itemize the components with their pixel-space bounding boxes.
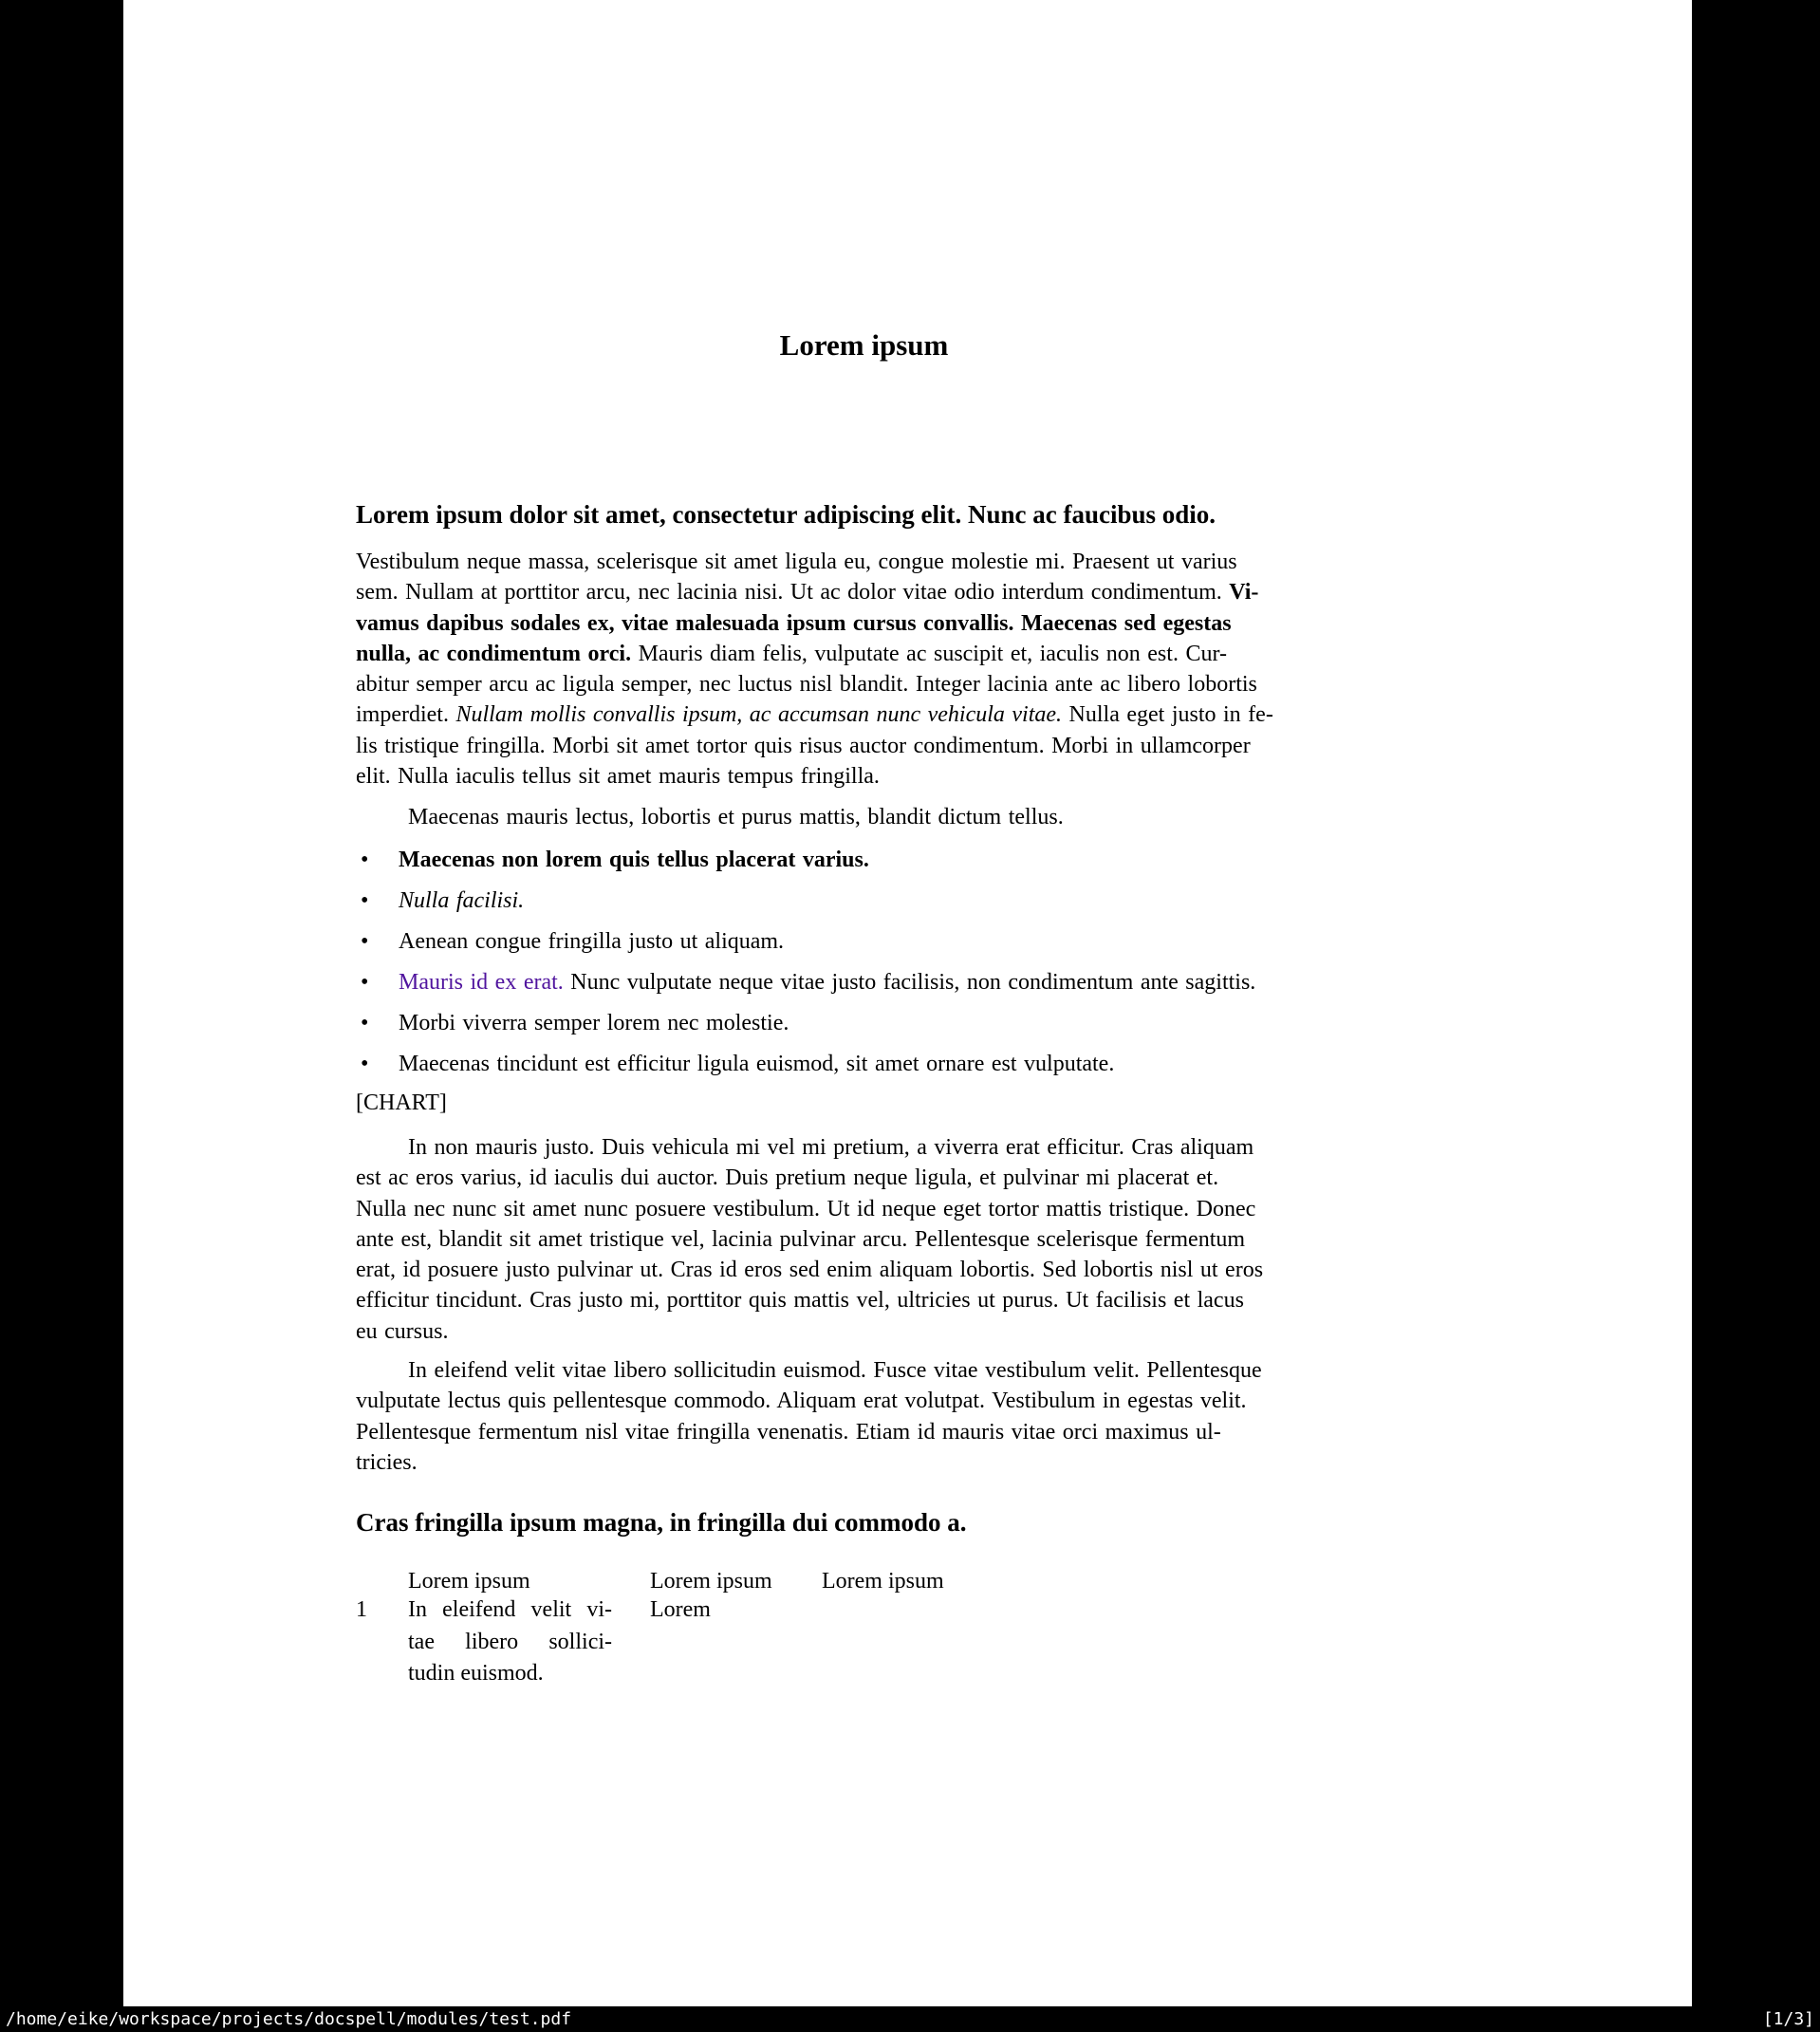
data-table: [123, 1566, 1692, 1794]
text-line: [356, 639, 1372, 669]
pdf-page: [123, 0, 1692, 2006]
bullet-icon: •: [361, 888, 369, 913]
section-heading: Cras fringilla ipsum magna, in fringilla dui commodo a.: [356, 1508, 967, 1537]
text-line: tae libero sollici-: [408, 1629, 612, 1654]
text-segment: Maecenas mauris lectus, lobortis et purus mattis, blandit dictum tellus.: [408, 805, 1064, 830]
text-segment: lis tristique fringilla. Morbi sit amet tortor quis risus auctor condimentum. Morbi in ullamcorper: [356, 733, 1251, 758]
text-segment: [CHART]: [356, 1091, 447, 1115]
table-cell: [408, 1594, 612, 1690]
paragraph: [356, 1355, 1372, 1478]
text-line: [356, 1132, 1372, 1163]
text-line: [356, 731, 1372, 761]
text-segment: Mauris diam felis, vulputate ac suscipit et, iaculis non est. Cur-: [631, 641, 1227, 666]
text-line: [356, 1088, 1372, 1118]
text-segment: vulputate lectus quis pellentesque commodo. Aliquam erat volutpat. Vestibulum in egestas velit.: [356, 1389, 1247, 1414]
text-segment: Vestibulum neque massa, scelerisque sit amet ligula eu, congue molestie mi. Praesent ut varius: [356, 550, 1237, 574]
paragraph: [356, 1132, 1372, 1347]
text-segment: tricies.: [356, 1449, 418, 1475]
list-item: [356, 886, 1372, 916]
text-segment: Maecenas non lorem quis tellus placerat varius.: [399, 848, 869, 872]
bullet-icon: •: [361, 929, 369, 954]
list-item: [356, 1049, 1372, 1079]
text-line: [356, 669, 1372, 699]
text-segment: imperdiet.: [356, 702, 456, 728]
text-segment: Nulla eget justo in fe-: [1062, 702, 1273, 728]
text-segment: eu cursus.: [356, 1318, 449, 1344]
text-line: [356, 1255, 1372, 1285]
text-line: [356, 1316, 1372, 1347]
text-line: [356, 1417, 1372, 1447]
table-row-number: 1: [356, 1597, 367, 1622]
text-line: [356, 1447, 1372, 1478]
text-segment: abitur semper arcu ac ligula semper, nec luctus nisl blandit. Integer lacinia ante ac libero lobortis: [356, 672, 1257, 697]
text-segment: Maecenas tincidunt est efficitur ligula euismod, sit amet ornare est vulputate.: [399, 1052, 1115, 1076]
text-segment: Nulla nec nunc sit amet nunc posuere vestibulum. Ut id neque eget tortor mattis tristique. Donec: [356, 1196, 1256, 1221]
text-line: [356, 547, 1372, 577]
bullet-icon: •: [361, 1052, 369, 1076]
list-item: [356, 926, 1372, 957]
text-segment: In non mauris justo. Duis vehicula mi vel mi pretium, a viverra erat efficitur. Cras aliquam: [408, 1135, 1254, 1160]
text-segment: Vi-: [1229, 580, 1259, 606]
text-segment: Morbi viverra semper lorem nec molestie.: [399, 1011, 789, 1035]
text-segment: elit. Nulla iaculis tellus sit amet mauris tempus fringilla.: [356, 763, 880, 789]
chart-placeholder: [356, 1088, 1372, 1118]
text-line: tudin euismod.: [408, 1661, 544, 1686]
text-segment: vamus dapibus sodales ex, vitae malesuada ipsum cursus convallis. Maecenas sed egestas: [356, 610, 1232, 636]
text-segment: Nunc vulputate neque vitae justo facilisis, non condimentum ante sagittis.: [563, 970, 1256, 995]
text-line: [356, 1163, 1372, 1193]
statusbar-page-indicator: [1/3]: [1762, 2009, 1814, 2029]
bullet-list: [356, 845, 1372, 1090]
table-header-cell: Lorem ipsum: [650, 1569, 772, 1594]
statusbar-file-path: /home/eike/workspace/projects/docspell/modules/test.pdf: [6, 2009, 572, 2029]
text-segment: Nullam mollis convallis ipsum, ac accumsan nunc vehicula vitae.: [455, 702, 1063, 728]
text-line: [356, 1355, 1372, 1386]
text-line: [356, 1194, 1372, 1224]
paragraph: [356, 802, 1372, 832]
text-line: [356, 1386, 1372, 1416]
table-header-cell: Lorem ipsum: [408, 1569, 530, 1594]
section-heading: Lorem ipsum dolor sit amet, consectetur adipiscing elit. Nunc ac faucibus odio.: [356, 500, 1216, 529]
text-line: [356, 802, 1372, 832]
bullet-icon: •: [361, 970, 369, 995]
text-line: In eleifend velit vi-: [408, 1597, 612, 1622]
text-line: [356, 1224, 1372, 1255]
text-segment: nulla, ac condimentum orci.: [356, 641, 632, 666]
list-item: [356, 967, 1372, 997]
document-title: Lorem ipsum: [779, 328, 949, 362]
text-segment: Aenean congue fringilla justo ut aliquam.: [399, 929, 785, 954]
text-segment: efficitur tincidunt. Cras justo mi, porttitor quis mattis vel, ultricies ut purus. Ut facilisis et lacus: [356, 1288, 1244, 1314]
table-header-cell: Lorem ipsum: [822, 1569, 944, 1594]
text-line: [356, 608, 1372, 639]
text-segment: est ac eros varius, id iaculis dui auctor. Duis pretium neque ligula, et pulvinar mi placerat et.: [356, 1165, 1219, 1191]
text-segment: sem. Nullam at porttitor arcu, nec lacinia nisi. Ut ac dolor vitae odio interdum condimentum.: [356, 580, 1230, 606]
text-segment: ante est, blandit sit amet tristique vel, lacinia pulvinar arcu. Pellentesque scelerisque fermentum: [356, 1226, 1246, 1252]
list-item: [356, 845, 1372, 875]
text-segment: Nulla facilisi.: [399, 888, 525, 913]
statusbar: [0, 2006, 1820, 2032]
text-line: [356, 761, 1372, 792]
text-segment: In eleifend velit vitae libero sollicitudin euismod. Fusce vitae vestibulum velit. Pellentesque: [408, 1358, 1262, 1383]
bullet-icon: •: [361, 848, 369, 872]
text-segment: Pellentesque fermentum nisl vitae fringilla venenatis. Etiam id mauris vitae orci maximus ul-: [356, 1419, 1221, 1445]
text-line: [356, 1285, 1372, 1315]
link-mauris-id-ex-erat[interactable]: Mauris id ex erat.: [399, 970, 564, 995]
list-item: [356, 1008, 1372, 1038]
table-cell: Lorem: [650, 1597, 711, 1622]
text-line: [356, 577, 1372, 607]
text-line: [356, 699, 1372, 730]
paragraph: [356, 547, 1372, 792]
text-segment: erat, id posuere justo pulvinar ut. Cras id eros sed enim aliquam lobortis. Sed lobortis nisl ut eros: [356, 1258, 1264, 1282]
bullet-icon: •: [361, 1011, 369, 1035]
